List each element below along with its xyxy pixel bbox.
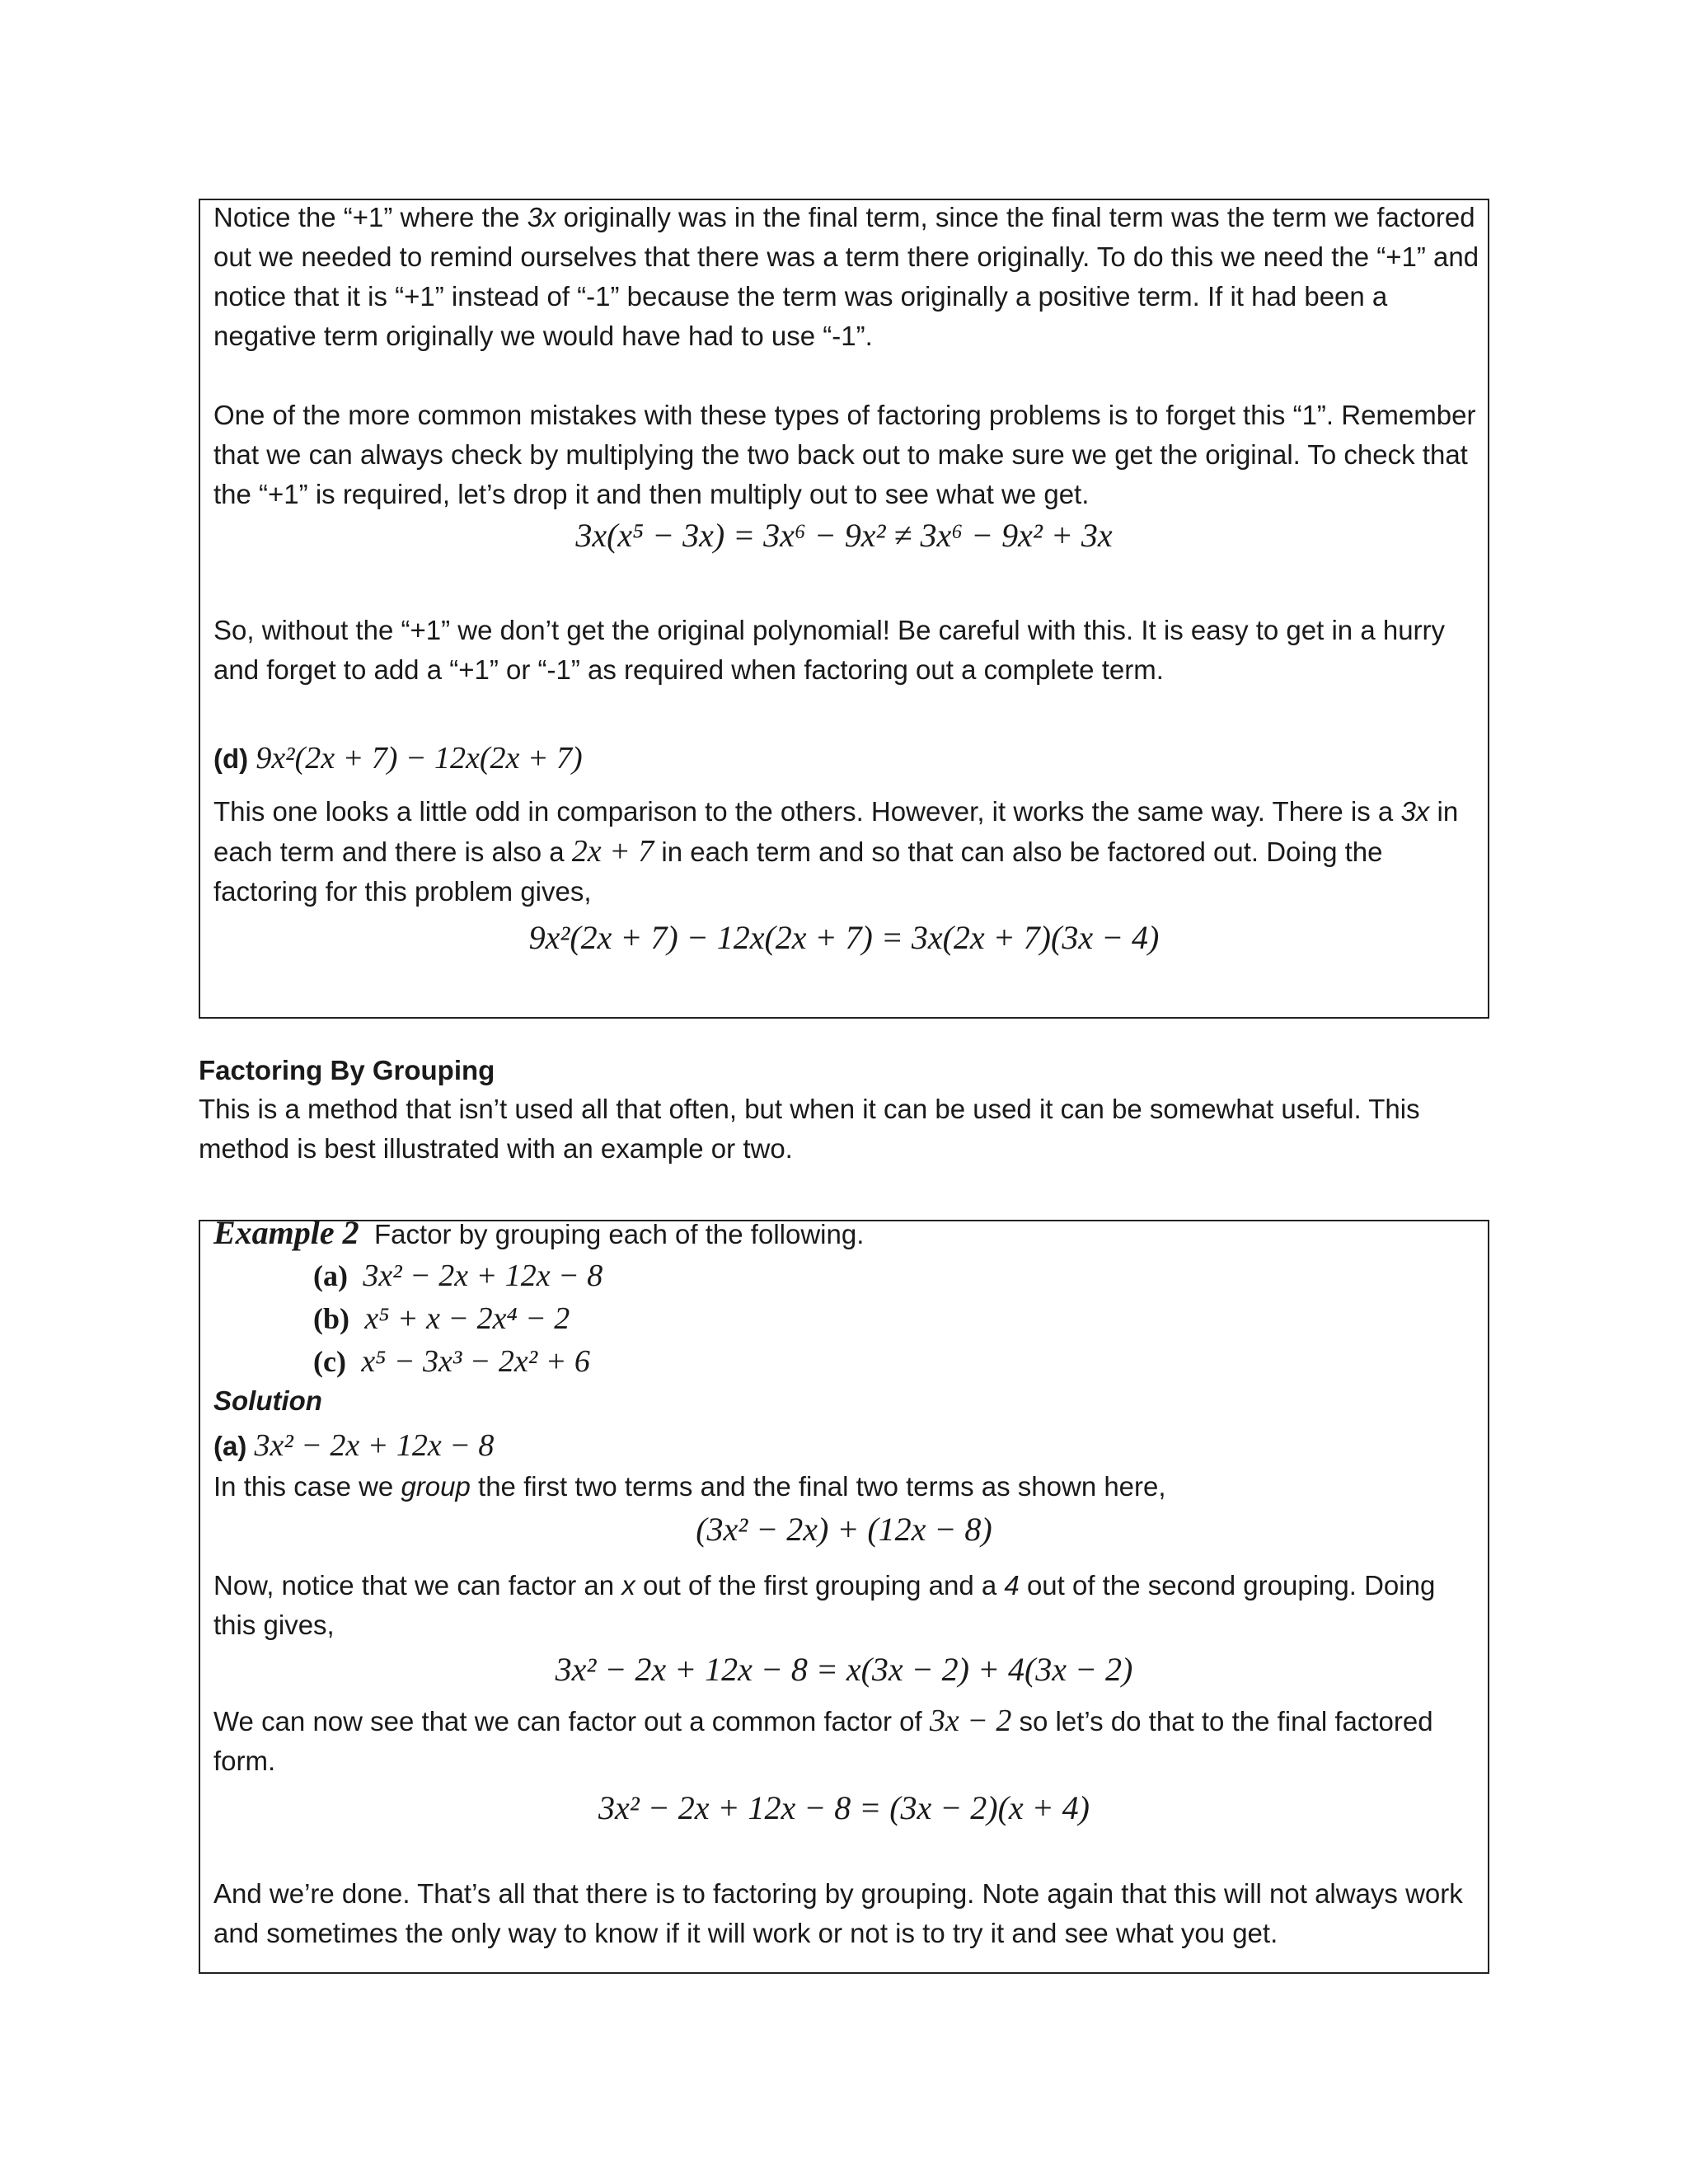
text-run: Now, notice that we can factor an	[213, 1570, 622, 1601]
example-label: Example 2	[213, 1214, 359, 1251]
problem-expression: 3x² − 2x + 12x − 8	[363, 1258, 603, 1293]
grouping-explanation	[213, 1467, 1166, 1507]
solution-label: Solution	[213, 1385, 322, 1416]
text-run: We can now see that we can factor out a common factor of	[213, 1706, 930, 1736]
text-run: out of the second grouping. Doing this gives,	[213, 1570, 1436, 1640]
problem-label: (b)	[313, 1302, 349, 1335]
problem-b	[313, 1299, 570, 1339]
example-prompt: Factor by grouping each of the following.	[374, 1219, 865, 1249]
math-x: x	[621, 1570, 635, 1601]
solution-a-heading	[213, 1426, 494, 1466]
problem-expression: x⁵ + x − 2x⁴ − 2	[364, 1301, 570, 1336]
math-3x: 3x	[527, 202, 556, 232]
paragraph-conclusion: And we’re done. That’s all that there is to factoring by grouping. Note again that this will not always work and sometimes the only way to know if it will work or not is to try it and see what you get.	[213, 1878, 1463, 1948]
text-run: In this case we	[213, 1471, 401, 1502]
paragraph-factor-groupings	[213, 1566, 1483, 1645]
math-4: 4	[1004, 1570, 1020, 1601]
text-run: out of the first grouping and a	[635, 1570, 1005, 1601]
equation-check: 3x(x⁵ − 3x) = 3x⁶ − 9x² ≠ 3x⁶ − 9x² + 3x	[575, 517, 1113, 554]
equation-part-d-result: 9x²(2x + 7) − 12x(2x + 7) = 3x(2x + 7)(3x − 4)	[528, 919, 1160, 956]
equation-final-form: 3x² − 2x + 12x − 8 = (3x − 2)(x + 4)	[598, 1789, 1090, 1826]
problem-label: (a)	[313, 1259, 348, 1292]
equation-factored-groups: 3x² − 2x + 12x − 8 = x(3x − 2) + 4(3x − 2)	[555, 1651, 1133, 1688]
text-run: This one looks a little odd in comparison to the others. However, it works the same way. There is a	[213, 796, 1401, 827]
text-run: in each term and so that can also be factored out. Doing the factoring for this problem gives,	[213, 837, 1383, 907]
problem-c	[313, 1342, 590, 1382]
part-d-heading	[213, 738, 583, 779]
equation-grouping: (3x² − 2x) + (12x − 8)	[696, 1511, 992, 1548]
text-run: in each term and there is also a	[213, 796, 1459, 867]
paragraph-common-mistakes: One of the more common mistakes with these types of factoring problems is to forget this “1”. Remember that we can always check by multiplying the two back out to make sure we get the original. To check that the “+1” is required, let’s drop it and then multiply out to see what we get.	[213, 400, 1476, 509]
emphasis-group: group	[401, 1471, 471, 1502]
section-heading: Factoring By Grouping	[199, 1055, 495, 1085]
section-intro: This is a method that isn’t used all that often, but when it can be used it can be somewhat useful. This method is best illustrated with an example or two.	[199, 1094, 1420, 1164]
problem-expression: x⁵ − 3x³ − 2x² + 6	[361, 1344, 590, 1379]
math-3x: 3x	[1400, 796, 1430, 827]
part-d-expression: 9x²(2x + 7) − 12x(2x + 7)	[256, 741, 583, 776]
paragraph-common-factor	[213, 1701, 1483, 1781]
text-run: so let’s do that to the final factored form.	[213, 1706, 1433, 1776]
paragraph-notice	[213, 198, 1483, 356]
math-2x-plus-7: 2x + 7	[571, 834, 654, 869]
math-3x-minus-2: 3x − 2	[929, 1704, 1012, 1738]
problem-a	[313, 1256, 603, 1296]
part-d-label: (d)	[213, 743, 249, 774]
solution-a-label: (a)	[213, 1431, 247, 1461]
problem-label: (c)	[313, 1345, 346, 1378]
text-run: the first two terms and the final two terms as shown here,	[470, 1471, 1166, 1502]
example-2-header	[213, 1213, 864, 1254]
text-run: Notice the “+1” where the	[213, 202, 528, 232]
solution-a-expression: 3x² − 2x + 12x − 8	[254, 1428, 495, 1463]
paragraph-without-plus-one: So, without the “+1” we don’t get the original polynomial! Be careful with this. It is easy to get in a hurry and forget to add a “+1” or “-1” as required when factoring out a complete term.	[213, 615, 1446, 685]
text-run: originally was in the final term, since the final term was the term we factored out we needed to remind ourselves that there was a term there originally. To do this we need the “+1” and notice that it is “+1” instead of “-1” because the term was originally a positive term. If it had been a negative term originally we would have had to use “-1”.	[213, 202, 1479, 351]
paragraph-part-d	[213, 792, 1483, 912]
